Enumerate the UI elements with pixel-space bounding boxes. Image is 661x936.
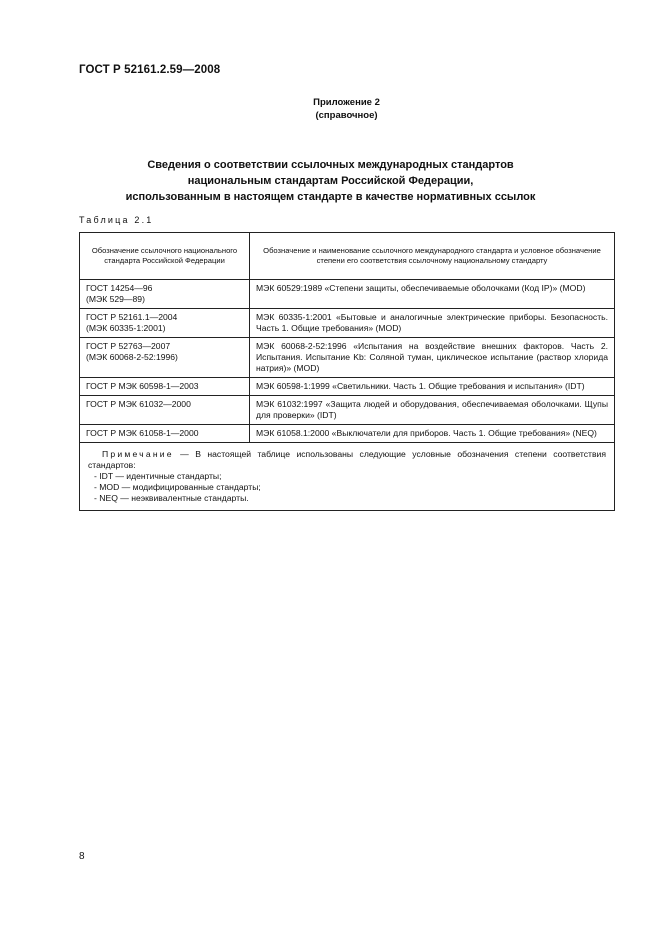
table-note <box>80 443 615 511</box>
section-title-line-2: национальным стандартам Российской Федерации, <box>187 175 474 187</box>
national-standard-cell: ГОСТ Р МЭК 61032—2000 <box>80 396 250 425</box>
international-standard-cell: МЭК 61058.1:2000 «Выключатели для приборов. Часть 1. Общие требования» (NEQ) <box>250 425 615 443</box>
table-row <box>80 309 615 338</box>
note-item-neq: - NEQ — неэквивалентные стандарты. <box>94 493 249 503</box>
national-standard-cell: ГОСТ Р МЭК 61058-1—2000 <box>80 425 250 443</box>
table-row <box>80 338 615 378</box>
international-standard-cell: МЭК 60335-1:2001 «Бытовые и аналогичные электрические приборы. Безопасность. Часть 1. Общие требования» (MOD) <box>250 309 615 338</box>
header-international-standard: Обозначение и наименование ссылочного международного стандарта и условное обозначение степени его соответствия ссылочному национальному стандарту <box>250 233 615 280</box>
national-standard-cell: ГОСТ Р МЭК 60598-1—2003 <box>80 378 250 396</box>
references-table <box>79 232 615 511</box>
table-row <box>80 378 615 396</box>
note-text: — В настоящей таблице использованы следующие условные обозначения степени соответствия стандартов: <box>88 449 606 470</box>
international-standard-cell: МЭК 60598-1:1999 «Светильники. Часть 1. Общие требования и испытания» (IDT) <box>250 378 615 396</box>
section-title-line-1: Сведения о соответствии ссылочных международных стандартов <box>147 159 514 171</box>
note-item-mod: - MOD — модифицированные стандарты; <box>94 482 261 492</box>
section-title <box>0 157 661 205</box>
table-row <box>80 425 615 443</box>
national-standard-cell: ГОСТ 14254—96 (МЭК 529—89) <box>80 280 250 309</box>
table-row <box>80 396 615 425</box>
note-heading <box>88 449 606 471</box>
national-standard-cell: ГОСТ Р 52763—2007 (МЭК 60068-2-52:1996) <box>80 338 250 378</box>
section-title-line-3: использованным в настоящем стандарте в качестве нормативных ссылок <box>125 191 536 203</box>
table-note-row <box>80 443 615 511</box>
national-standard-cell: ГОСТ Р 52161.1—2004 (МЭК 60335-1:2001) <box>80 309 250 338</box>
annex-type: (справочное) <box>315 110 378 121</box>
header-national-standard: Обозначение ссылочного национального стандарта Российской Федерации <box>80 233 250 280</box>
international-standard-cell: МЭК 60068-2-52:1996 «Испытания на воздействие внешних факторов. Часть 2. Испытания. Испытание Kb: Соляной туман, циклическое испытание (раствор хлорида натрия)» (MOD) <box>250 338 615 378</box>
table-row <box>80 280 615 309</box>
international-standard-cell: МЭК 61032:1997 «Защита людей и оборудования, обеспечиваемая оболочками. Щупы для проверки» (IDT) <box>250 396 615 425</box>
table-header-row <box>80 233 615 280</box>
note-label: Примечание <box>102 449 174 459</box>
international-standard-cell: МЭК 60529:1989 «Степени защиты, обеспечиваемые оболочками (Код IP)» (MOD) <box>250 280 615 309</box>
annex-title: Приложение 2 <box>313 97 380 108</box>
table-label: Таблица 2.1 <box>79 215 154 225</box>
document-code: ГОСТ Р 52161.2.59—2008 <box>79 64 221 76</box>
note-item-idt: - IDT — идентичные стандарты; <box>94 471 222 481</box>
page-number: 8 <box>79 851 85 862</box>
